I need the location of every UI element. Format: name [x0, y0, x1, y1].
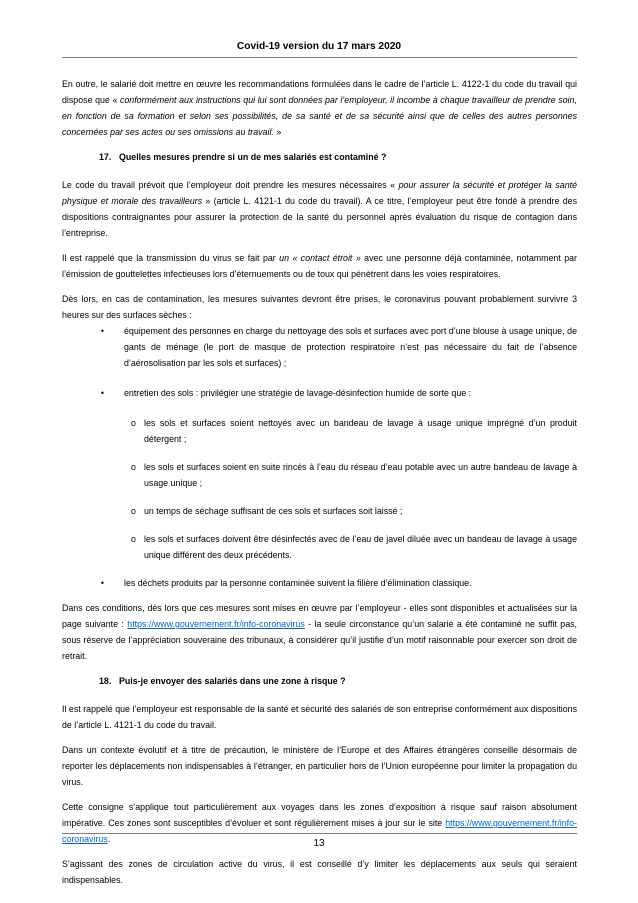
sub-mark: o — [131, 534, 136, 544]
footer-divider — [62, 833, 577, 834]
question-18-number: 18. — [99, 676, 112, 686]
sub-text: un temps de séchage suffisant de ces sols et surfaces soit laissé ; — [144, 506, 403, 516]
page-number: 13 — [313, 838, 325, 849]
bullet-mark: • — [100, 578, 104, 588]
sub-item — [62, 459, 577, 491]
paragraph-retrait: Dans ces conditions, dès lors que ces mesures sont mises en œuvre par l’employeur - elles sont disponibles et actualisées sur la page suivante : https://www.gouvernement.fr/info-coronavirus - la seule circonstance qu’un salarié a été contaminé ne suffit pas, sous réserve de l’appréciation souveraine des tribunaux, à considérer qu’il justifie d’un motif raisonnable pour exercer son droit de retrait. — [62, 603, 577, 661]
paragraph-zones-actives: S’agissant des zones de circulation active du virus, il est conseillé d’y limiter les déplacements aux seuls qui seraient indispensables. — [62, 859, 577, 885]
bullet-text: entretien des sols : privilégier une stratégie de lavage-désinfection humide de sorte que : — [124, 388, 472, 398]
sub-text: les sols et surfaces doivent être désinfectés avec de l’eau de javel diluée avec un bandeau de lavage à usage unique différent des deux précédents. — [144, 534, 577, 560]
sub-item — [62, 415, 577, 447]
paragraph-article-4122: En outre, le salarié doit mettre en œuvre les recommandations formulées dans le cadre de l’article L. 4122-1 du code du travail qui dispose que « conformément aux instructions qui lui sont données par l’employeur, il incombe à chaque travailleur de prendre soin, en fonction de sa formation et selon ses possibilités, de sa santé et de sa sécurité ainsi que de celles des autres personnes concernées par ses actes ou ses omissions au travail. » — [62, 79, 577, 137]
bullet-item — [62, 575, 577, 591]
sub-mark: o — [131, 418, 136, 428]
bullet-item — [62, 385, 577, 401]
paragraph-responsabilite: Il est rappelé que l’employeur est responsable de la santé et sécurité des salariés de son entreprise conformément aux dispositions de l’article L. 4121-1 du code du travail. — [62, 704, 577, 730]
gouvernement-link[interactable]: https://www.gouvernement.fr/info-coronavirus — [127, 619, 305, 629]
sub-item — [62, 531, 577, 563]
sub-mark: o — [131, 462, 136, 472]
question-17-number: 17. — [99, 152, 112, 162]
sub-item — [62, 503, 577, 519]
bullet-text: les déchets produits par la personne contaminée suivent la filière d’élimination classique. — [124, 578, 472, 588]
page-header-title: Covid-19 version du 17 mars 2020 — [236, 41, 402, 52]
sub-text: les sols et surfaces soient nettoyés avec un bandeau de lavage à usage unique imprégné d’un produit détergent ; — [144, 418, 577, 444]
bullet-mark: • — [100, 388, 104, 398]
bullet-mark: • — [100, 326, 104, 336]
paragraph-consigne: Cette consigne s’applique tout particulièrement aux voyages dans les zones d’exposition à risque sauf raison absolument impérative. Ces zones sont susceptibles d’évoluer et sont régulièrement mises à jour sur le site https://www.gouvernement.fr/info-coronavirus. — [62, 802, 577, 844]
paragraph-measures-intro: Dès lors, en cas de contamination, les mesures suivantes devront être prises, le coronavirus pouvant probablement survivre 3 heures sur des surfaces sèches : — [62, 294, 577, 320]
paragraph-article-4121: Le code du travail prévoit que l’employeur doit prendre les mesures nécessaires « pour assurer la sécurité et protéger la santé physique et morale des travailleurs » (article L. 4121-1 du code du travail). A ce titre, l’employeur peut être fondé à prendre des dispositions contraignantes pour assurer la protection de la santé du personnel après évaluation du risque de contagion dans l’entreprise. — [62, 180, 577, 238]
paragraph-transmission: Il est rappelé que la transmission du virus se fait par un « contact étroit » avec une personne déjà contaminée, notamment par l’émission de gouttelettes infectieuses lors d’éternuements ou de toux qui pénètrent dans les voies respiratoires. — [62, 253, 577, 279]
question-17-heading — [62, 149, 577, 165]
gouvernement-link[interactable]: https://www.gouvernement.fr/info-coronavirus — [62, 818, 577, 844]
header-divider — [62, 57, 577, 58]
question-18-heading — [62, 673, 577, 689]
sub-mark: o — [131, 506, 136, 516]
paragraph-contexte: Dans un contexte évolutif et à titre de précaution, le ministère de l’Europe et des Affaires étrangères conseille désormais de reporter les déplacements non indispensables à l’étranger, en particulier hors de l’Union européenne pour limiter la propagation du virus. — [62, 745, 577, 787]
question-18-title: Puis-je envoyer des salariés dans une zone à risque ? — [119, 676, 346, 686]
sub-text: les sols et surfaces soient en suite rincés à l’eau du réseau d’eau potable avec un autre bandeau de lavage à usage unique ; — [144, 462, 577, 488]
bullet-text: équipement des personnes en charge du nettoyage des sols et surfaces avec port d’une blouse à usage unique, de gants de ménage (le port de masque de protection respiratoire n’est pas nécessaire du fait de l’absence d’aérosolisation par les sols et surfaces) ; — [124, 326, 577, 368]
question-17-title: Quelles mesures prendre si un de mes salariés est contaminé ? — [119, 152, 387, 162]
bullet-item — [62, 323, 577, 371]
document-body — [62, 76, 577, 897]
